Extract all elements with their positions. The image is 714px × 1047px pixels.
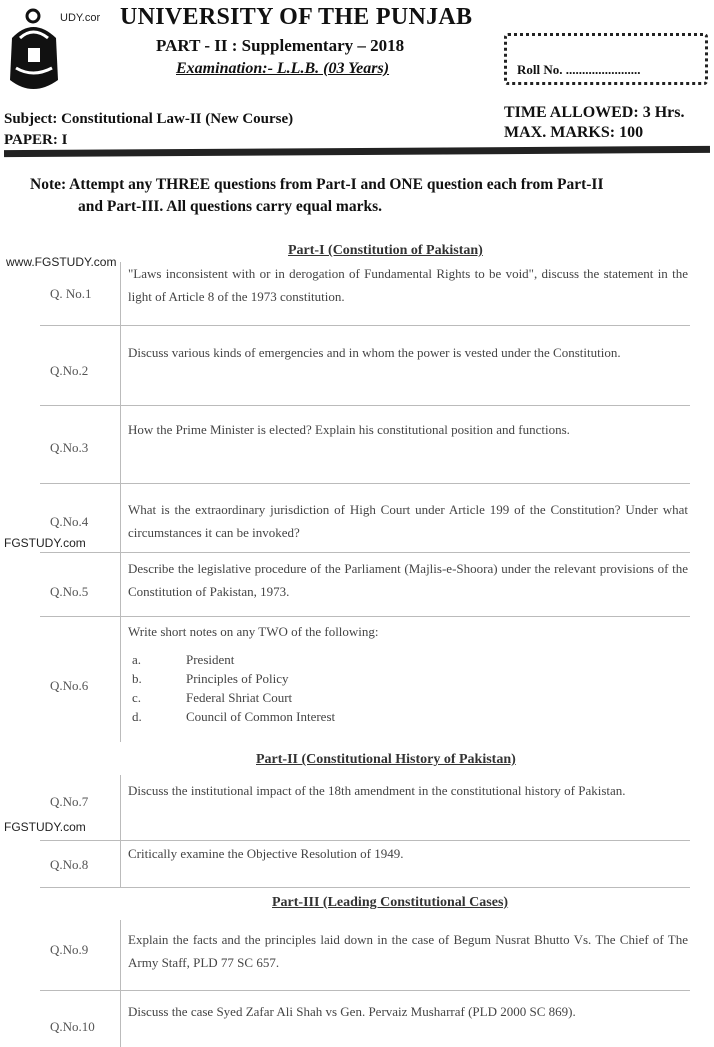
column-divider — [120, 262, 121, 742]
section-heading-part-2: Part-II (Constitutional History of Pakistan) — [256, 752, 516, 767]
question-label: Q.No.6 — [50, 678, 89, 693]
subject: Subject: Constitutional Law-II (New Course) — [4, 111, 294, 127]
question-text: Explain the facts and the principles laid down in the case of Begum Nusrat Bhutto Vs. The Chief of The Army Staff, PLD 77 SC 657. — [128, 932, 688, 970]
question-text: Critically examine the Objective Resolution of 1949. — [128, 846, 404, 861]
question-text: Describe the legislative procedure of the Parliament (Majlis-e-Shoora) under the relevant provisions of the Constitution of Pakistan, 1973. — [128, 561, 688, 599]
question-text: How the Prime Minister is elected? Explain his constitutional position and functions. — [128, 422, 570, 437]
watermark: FGSTUDY.com — [4, 536, 86, 550]
question-label: Q.No.8 — [50, 857, 89, 872]
row-divider — [40, 405, 690, 406]
examination-title: Examination:- L.L.B. (03 Years) — [176, 60, 390, 77]
section-heading-part-1: Part-I (Constitution of Pakistan) — [288, 243, 483, 258]
sub-question: a. President — [132, 652, 235, 667]
divider — [4, 146, 710, 157]
instructions-note — [30, 174, 710, 218]
note-line-1: Note: Attempt any THREE questions from Part-I and ONE question each from Part-II — [30, 176, 604, 193]
column-divider — [120, 920, 121, 1047]
row-divider — [40, 616, 690, 617]
note-line-2: and Part-III. All questions carry equal marks. — [78, 198, 382, 215]
question-label: Q.No.4 — [50, 514, 89, 529]
question-text: Discuss the case Syed Zafar Ali Shah vs Gen. Pervaiz Musharraf (PLD 2000 SC 869). — [128, 1004, 576, 1019]
question-label: Q.No.9 — [50, 942, 89, 957]
sub-question: d. Council of Common Interest — [132, 709, 336, 724]
watermark: www.FGSTUDY.com — [6, 255, 117, 269]
question-label: Q.No.5 — [50, 584, 89, 599]
sub-question: b. Principles of Policy — [132, 671, 289, 686]
question-label: Q.No.2 — [50, 363, 89, 378]
sub-question-list — [132, 650, 692, 726]
question-label: Q.No.10 — [50, 1019, 95, 1034]
question-text: Write short notes on any TWO of the following: — [128, 624, 379, 639]
paper: PAPER: I — [4, 132, 68, 148]
roll-no-box: Roll No. ....................... — [504, 33, 708, 85]
max-marks: MAX. MARKS: 100 — [504, 124, 644, 141]
row-divider — [40, 990, 690, 991]
university-logo — [6, 8, 64, 96]
time-allowed: TIME ALLOWED: 3 Hrs. — [504, 104, 685, 121]
logo-watermark: UDY.cor — [60, 12, 101, 24]
question-label: Q. No.1 — [50, 286, 92, 301]
section-heading-part-3: Part-III (Leading Constitutional Cases) — [272, 895, 509, 910]
question-label: Q.No.3 — [50, 440, 89, 455]
watermark: FGSTUDY.com — [4, 820, 86, 834]
question-text: Discuss the institutional impact of the 18th amendment in the constitutional history of Pakistan. — [128, 783, 626, 798]
row-divider — [40, 325, 690, 326]
question-text: "Laws inconsistent with or in derogation of Fundamental Rights to be void", discuss the statement in the light of Article 8 of the 1973 constitution. — [128, 266, 688, 304]
column-divider — [120, 775, 121, 887]
question-text: What is the extraordinary jurisdiction of High Court under Article 199 of the Constitution? Under what circumstances it can be invoked? — [128, 502, 688, 540]
sub-question: c. Federal Shriat Court — [132, 690, 293, 705]
row-divider — [40, 840, 690, 841]
row-divider — [40, 887, 690, 888]
part-title: PART - II : Supplementary – 2018 — [156, 36, 405, 55]
row-divider — [40, 483, 690, 484]
question-text: Discuss various kinds of emergencies and in whom the power is vested under the Constitution. — [128, 345, 621, 360]
question-label: Q.No.7 — [50, 794, 89, 809]
row-divider — [40, 552, 690, 553]
university-title: UNIVERSITY OF THE PUNJAB — [120, 4, 473, 30]
